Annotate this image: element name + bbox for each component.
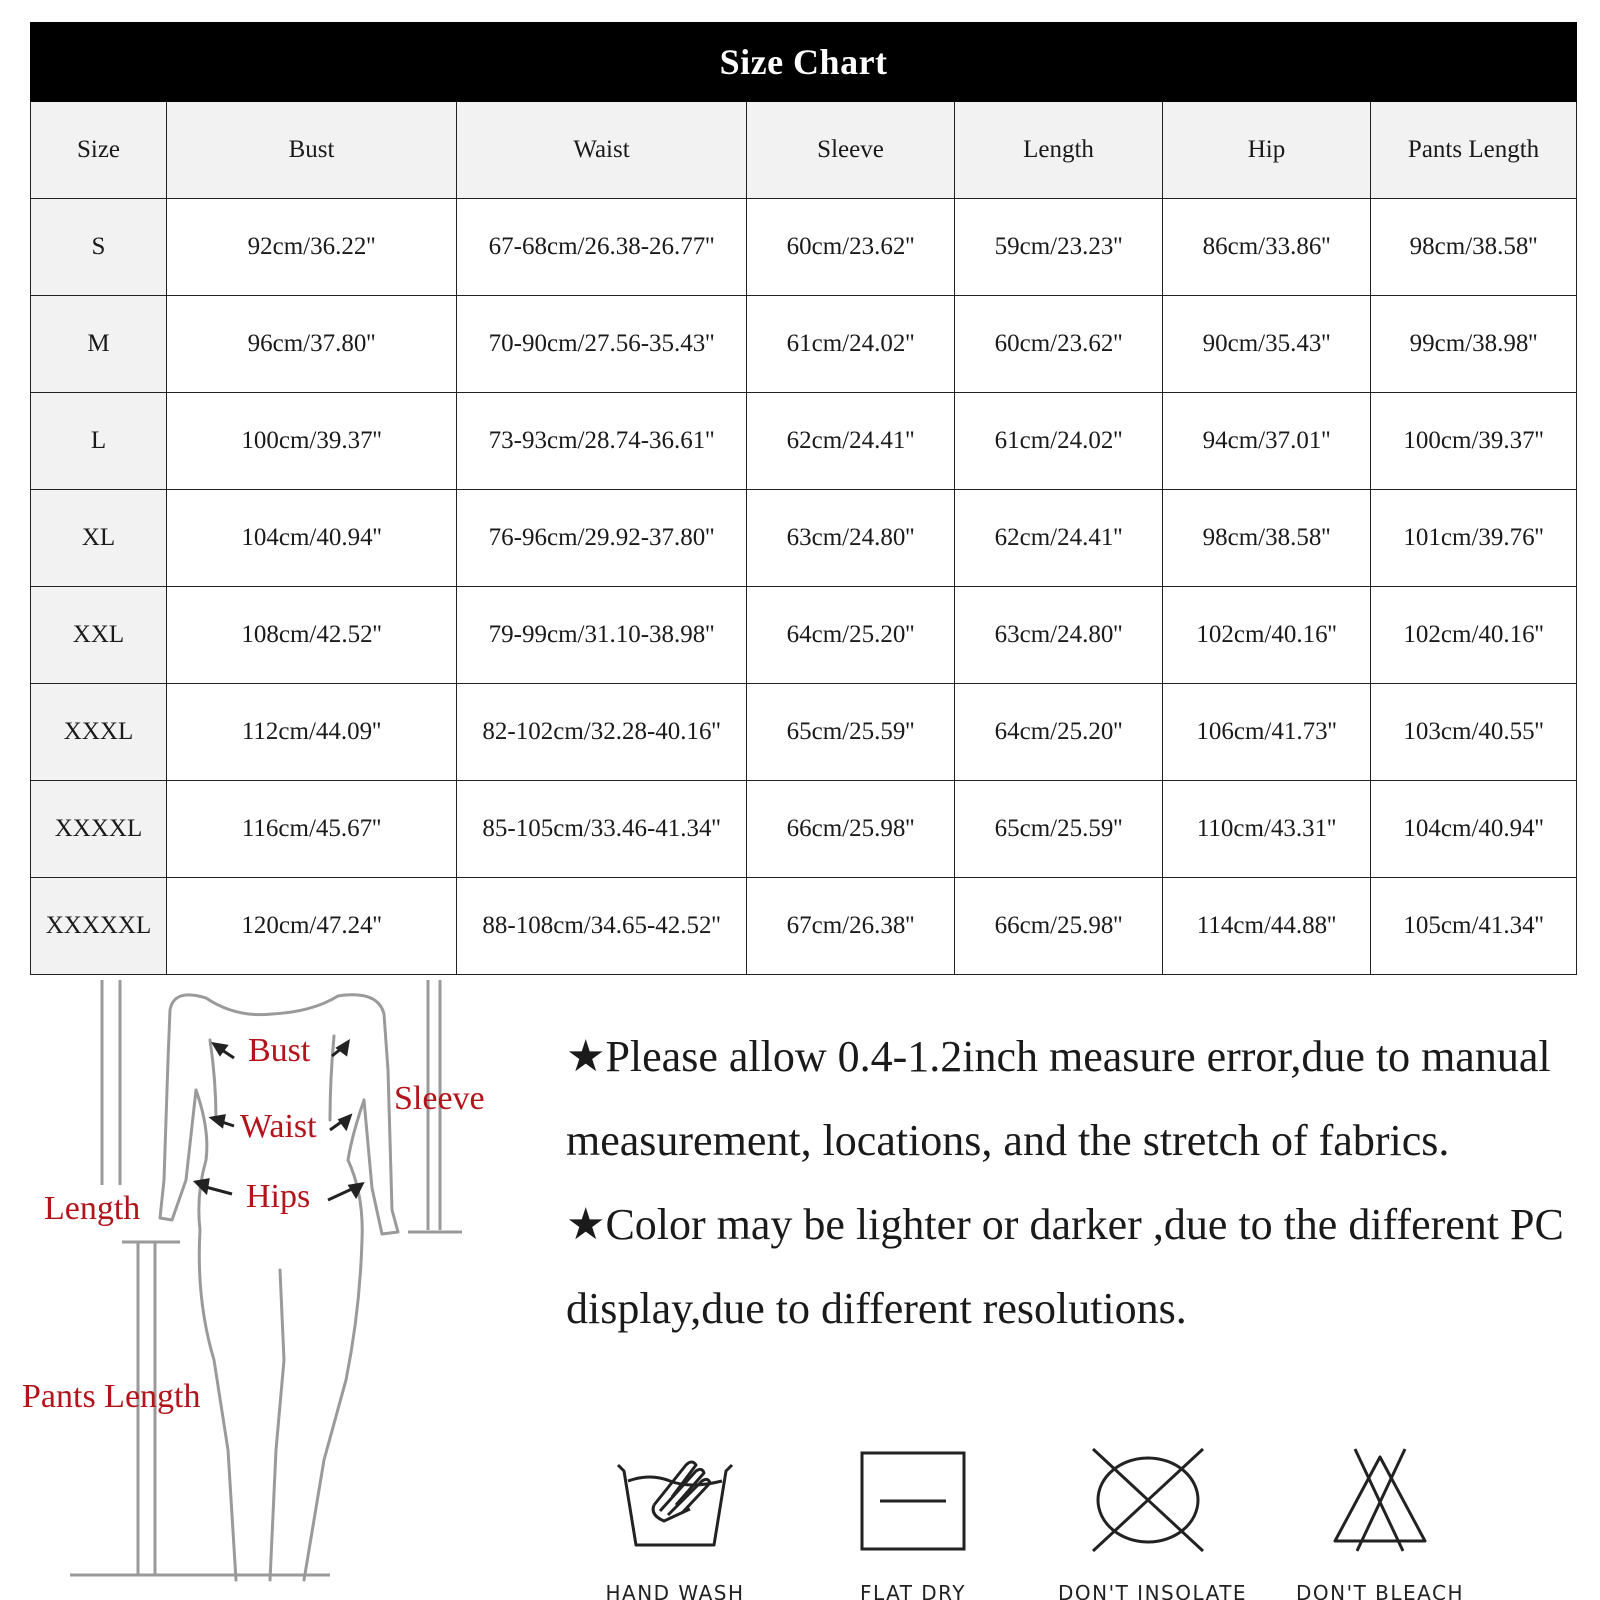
- waist-label: Waist: [240, 1108, 317, 1145]
- measurement-cell: 85-105cm/33.46-41.34'': [457, 781, 747, 878]
- measurement-cell: 110cm/43.31'': [1163, 781, 1371, 878]
- measurement-cell: 63cm/24.80'': [747, 490, 955, 587]
- table-row: [31, 490, 1577, 587]
- dont-bleach-label: DON'T BLEACH: [1295, 1581, 1464, 1600]
- table-row: [31, 587, 1577, 684]
- size-cell: XXXL: [31, 684, 167, 781]
- measurement-cell: 76-96cm/29.92-37.80'': [457, 490, 747, 587]
- care-notes: [566, 1015, 1576, 1351]
- measurement-cell: 102cm/40.16'': [1163, 587, 1371, 684]
- measurement-cell: 86cm/33.86'': [1163, 199, 1371, 296]
- table-row: [31, 393, 1577, 490]
- table-row: [31, 878, 1577, 975]
- measurement-cell: 67cm/26.38'': [747, 878, 955, 975]
- size-cell: XXL: [31, 587, 167, 684]
- table-row: [31, 296, 1577, 393]
- pants-length-label: Pants Length: [22, 1378, 201, 1415]
- header-waist: Waist: [457, 102, 747, 199]
- measurement-cell: 99cm/38.98'': [1371, 296, 1577, 393]
- measurement-cell: 62cm/24.41'': [747, 393, 955, 490]
- measurement-cell: 66cm/25.98'': [747, 781, 955, 878]
- measurement-cell: 105cm/41.34'': [1371, 878, 1577, 975]
- sleeve-label: Sleeve: [394, 1080, 485, 1117]
- bust-label: Bust: [248, 1032, 311, 1069]
- body-outline-illustration: [0, 980, 520, 1600]
- care-item-flat-dry: [823, 1445, 1003, 1600]
- hand-wash-label: HAND WASH: [605, 1581, 745, 1600]
- measurement-cell: 65cm/25.59'': [747, 684, 955, 781]
- measurement-note: ★Please allow 0.4-1.2inch measure error,due to manual measurement, locations, and the stretch of fabrics.: [566, 1032, 1551, 1165]
- size-cell: S: [31, 199, 167, 296]
- measurement-cell: 61cm/24.02'': [747, 296, 955, 393]
- table-row: [31, 199, 1577, 296]
- size-chart-table: [30, 22, 1577, 975]
- size-cell: XL: [31, 490, 167, 587]
- measurement-cell: 104cm/40.94'': [167, 490, 457, 587]
- header-bust: Bust: [167, 102, 457, 199]
- measurement-cell: 108cm/42.52'': [167, 587, 457, 684]
- measurement-cell: 120cm/47.24'': [167, 878, 457, 975]
- measurement-cell: 66cm/25.98'': [955, 878, 1163, 975]
- header-hip: Hip: [1163, 102, 1371, 199]
- size-cell: XXXXL: [31, 781, 167, 878]
- measurement-cell: 82-102cm/32.28-40.16'': [457, 684, 747, 781]
- color-note: ★Color may be lighter or darker ,due to the different PC display,due to different resolutions.: [566, 1200, 1564, 1333]
- measurement-cell: 73-93cm/28.74-36.61'': [457, 393, 747, 490]
- header-length: Length: [955, 102, 1163, 199]
- measurement-cell: 70-90cm/27.56-35.43'': [457, 296, 747, 393]
- measurement-cell: 64cm/25.20'': [955, 684, 1163, 781]
- measurement-cell: 114cm/44.88'': [1163, 878, 1371, 975]
- size-cell: XXXXXL: [31, 878, 167, 975]
- table-row: [31, 684, 1577, 781]
- body-measurement-diagram: [0, 980, 520, 1600]
- measurement-cell: 62cm/24.41'': [955, 490, 1163, 587]
- length-label: Length: [44, 1190, 141, 1227]
- dont-bleach-icon: [1315, 1445, 1445, 1555]
- measurement-cell: 112cm/44.09'': [167, 684, 457, 781]
- flat-dry-icon: [848, 1445, 978, 1555]
- measurement-cell: 106cm/41.73'': [1163, 684, 1371, 781]
- measurement-cell: 103cm/40.55'': [1371, 684, 1577, 781]
- header-sleeve: Sleeve: [747, 102, 955, 199]
- measurement-cell: 98cm/38.58'': [1163, 490, 1371, 587]
- measurement-cell: 61cm/24.02'': [955, 393, 1163, 490]
- flat-dry-label: FLAT DRY: [859, 1581, 967, 1600]
- measurement-cell: 63cm/24.80'': [955, 587, 1163, 684]
- measurement-cell: 96cm/37.80'': [167, 296, 457, 393]
- care-item-dont-insolate: [1058, 1445, 1248, 1600]
- measurement-cell: 59cm/23.23'': [955, 199, 1163, 296]
- measurement-cell: 101cm/39.76'': [1371, 490, 1577, 587]
- measurement-cell: 67-68cm/26.38-26.77'': [457, 199, 747, 296]
- dont-insolate-label: DON'T INSOLATE: [1058, 1581, 1248, 1600]
- measurement-cell: 98cm/38.58'': [1371, 199, 1577, 296]
- hips-label: Hips: [246, 1178, 311, 1215]
- measurement-cell: 104cm/40.94'': [1371, 781, 1577, 878]
- size-cell: L: [31, 393, 167, 490]
- measurement-cell: 79-99cm/31.10-38.98'': [457, 587, 747, 684]
- header-size: Size: [31, 102, 167, 199]
- measurement-cell: 64cm/25.20'': [747, 587, 955, 684]
- measurement-cell: 116cm/45.67'': [167, 781, 457, 878]
- dont-insolate-icon: [1083, 1445, 1213, 1555]
- size-cell: M: [31, 296, 167, 393]
- header-pants-length: Pants Length: [1371, 102, 1577, 199]
- measurement-cell: 100cm/39.37'': [167, 393, 457, 490]
- care-item-dont-bleach: [1290, 1445, 1470, 1600]
- measurement-cell: 94cm/37.01'': [1163, 393, 1371, 490]
- care-item-hand-wash: [585, 1445, 765, 1600]
- measurement-cell: 92cm/36.22'': [167, 199, 457, 296]
- measurement-cell: 65cm/25.59'': [955, 781, 1163, 878]
- measurement-cell: 90cm/35.43'': [1163, 296, 1371, 393]
- measurement-cell: 88-108cm/34.65-42.52'': [457, 878, 747, 975]
- measurement-cell: 102cm/40.16'': [1371, 587, 1577, 684]
- hand-wash-icon: [610, 1445, 740, 1555]
- measurement-cell: 60cm/23.62'': [955, 296, 1163, 393]
- measurement-cell: 60cm/23.62'': [747, 199, 955, 296]
- table-row: [31, 781, 1577, 878]
- measurement-cell: 100cm/39.37'': [1371, 393, 1577, 490]
- header-row: [31, 102, 1577, 199]
- size-chart-title: Size Chart: [31, 23, 1577, 102]
